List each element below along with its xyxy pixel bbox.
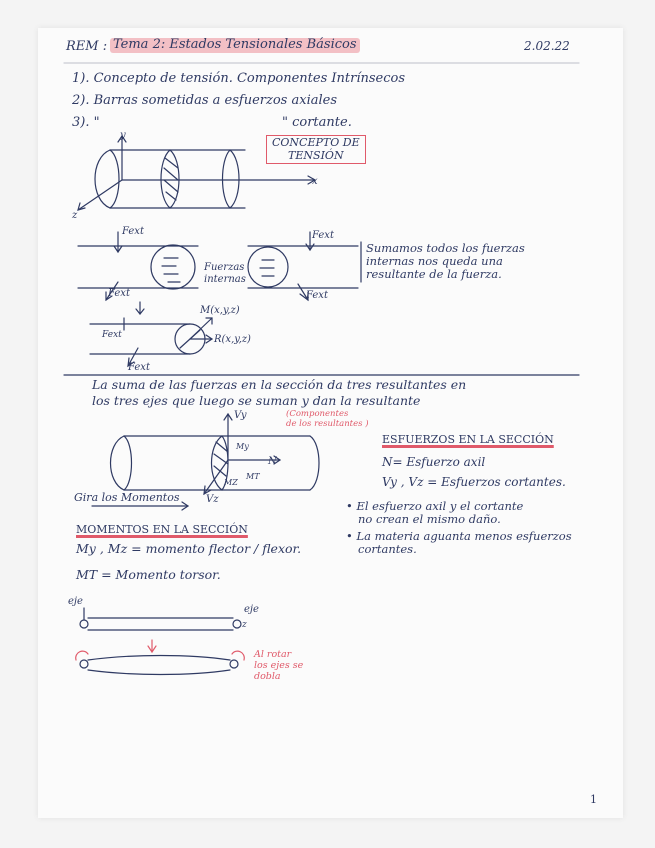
fig1-cylinder-diagram: [70, 128, 330, 228]
fig4-component-label: [286, 410, 369, 430]
esfuerzos-bullet2: [346, 530, 572, 556]
fig2-note-line2: internas nos queda una: [366, 254, 503, 269]
esfuerzos-bullet1: [346, 500, 523, 526]
fig5-note: [254, 650, 303, 683]
paragraph-line1: La suma de las fuerzas en la sección da tres resultantes en: [92, 377, 467, 392]
fig3-moment-label: M(x,y,z): [200, 305, 240, 316]
fig2-fext-top-left: Fext: [122, 226, 144, 237]
fig4-mz: MZ: [224, 478, 238, 487]
page-number: 1: [590, 793, 597, 806]
index-item-3-cont: " cortante.: [282, 115, 352, 130]
fig3-resultant-label: R(x,y,z): [214, 334, 251, 345]
fig5-note-line1: Al rotar: [254, 649, 292, 660]
fig3-fext-left: Fext: [102, 330, 122, 340]
fig5-z-label: z: [242, 620, 247, 630]
fig4-my: My: [236, 442, 249, 451]
fig5-beam-diagram: [72, 606, 252, 686]
header-rule: [64, 60, 584, 66]
fig4-component-line2: de los resultantes ): [286, 418, 369, 429]
fig5-note-line3: dobla: [254, 670, 281, 682]
header-subject: REM :: [66, 39, 108, 54]
fig1-axis-x: x: [312, 176, 318, 187]
fig4-n: N: [268, 456, 277, 467]
fig3-fext-bottom: Fext: [128, 362, 150, 373]
paragraph-line2: los tres ejes que luego se suman y dan la resultante: [92, 393, 421, 408]
fig2-fext-top-right: Fext: [312, 230, 334, 241]
fig2-fext-bottom-right: Fext: [306, 290, 328, 301]
index-item-2: 2). Barras sometidas a esfuerzos axiales: [72, 93, 338, 108]
fig1-axis-y: y: [120, 130, 126, 141]
fig2-fuerzas-line2: internas: [204, 273, 246, 285]
fig2-fext-bottom-left: Fext: [108, 288, 130, 299]
fig5-note-line2: los ejes se: [254, 659, 304, 671]
fig4-component-line1: (Componentes: [286, 409, 349, 419]
concepto-box-line1: CONCEPTO DE: [272, 136, 360, 149]
fig4-mt: MT: [246, 472, 260, 481]
momentos-line1: My , Mz = momento flector / flexor.: [76, 541, 302, 556]
fig4-gira-label: Gira los Momentos: [74, 491, 180, 504]
fig2-fuerzas-internas: [204, 262, 246, 285]
fig4-vy: Vy: [234, 410, 247, 421]
fig1-axis-z: z: [72, 210, 78, 221]
index-item-3: 3). ": [72, 115, 100, 130]
fig2-note: [366, 242, 525, 282]
esfuerzos-bullet2-line2: cortantes.: [358, 542, 417, 557]
header-title: Tema 2: Estados Tensionales Básicos: [110, 38, 360, 53]
index-item-1: 1). Concepto de tensión. Componentes Intrínsecos: [72, 71, 405, 86]
header-date: 2.02.22: [524, 39, 570, 53]
fig5-eje-left: eje: [68, 596, 83, 607]
momentos-line2: MT = Momento torsor.: [76, 567, 221, 582]
fig5-eje-right: eje: [244, 604, 259, 615]
fig2-note-line1: Sumamos todos los fuerzas: [366, 241, 525, 255]
esfuerzos-bullet1-line1: • El esfuerzo axil y el cortante: [346, 499, 524, 513]
concepto-box-line2: TENSIÓN: [288, 148, 344, 162]
fig2-note-line3: resultante de la fuerza.: [366, 267, 502, 282]
esfuerzos-bullet2-line1: • La materia aguanta menos esfuerzos: [346, 529, 572, 543]
esfuerzos-v-line: Vy , Vz = Esfuerzos cortantes.: [382, 475, 566, 489]
fig2-note-bar: [358, 240, 364, 284]
fig2-fuerzas-line1: Fuerzas: [204, 262, 245, 273]
momentos-heading: MOMENTOS EN LA SECCIÓN: [76, 523, 248, 536]
esfuerzos-heading: ESFUERZOS EN LA SECCIÓN: [382, 433, 554, 446]
fig4-vz: Vz: [206, 494, 219, 505]
esfuerzos-bullet1-line2: no crean el mismo daño.: [358, 512, 501, 527]
esfuerzos-n-line: N= Esfuerzo axil: [382, 455, 486, 469]
